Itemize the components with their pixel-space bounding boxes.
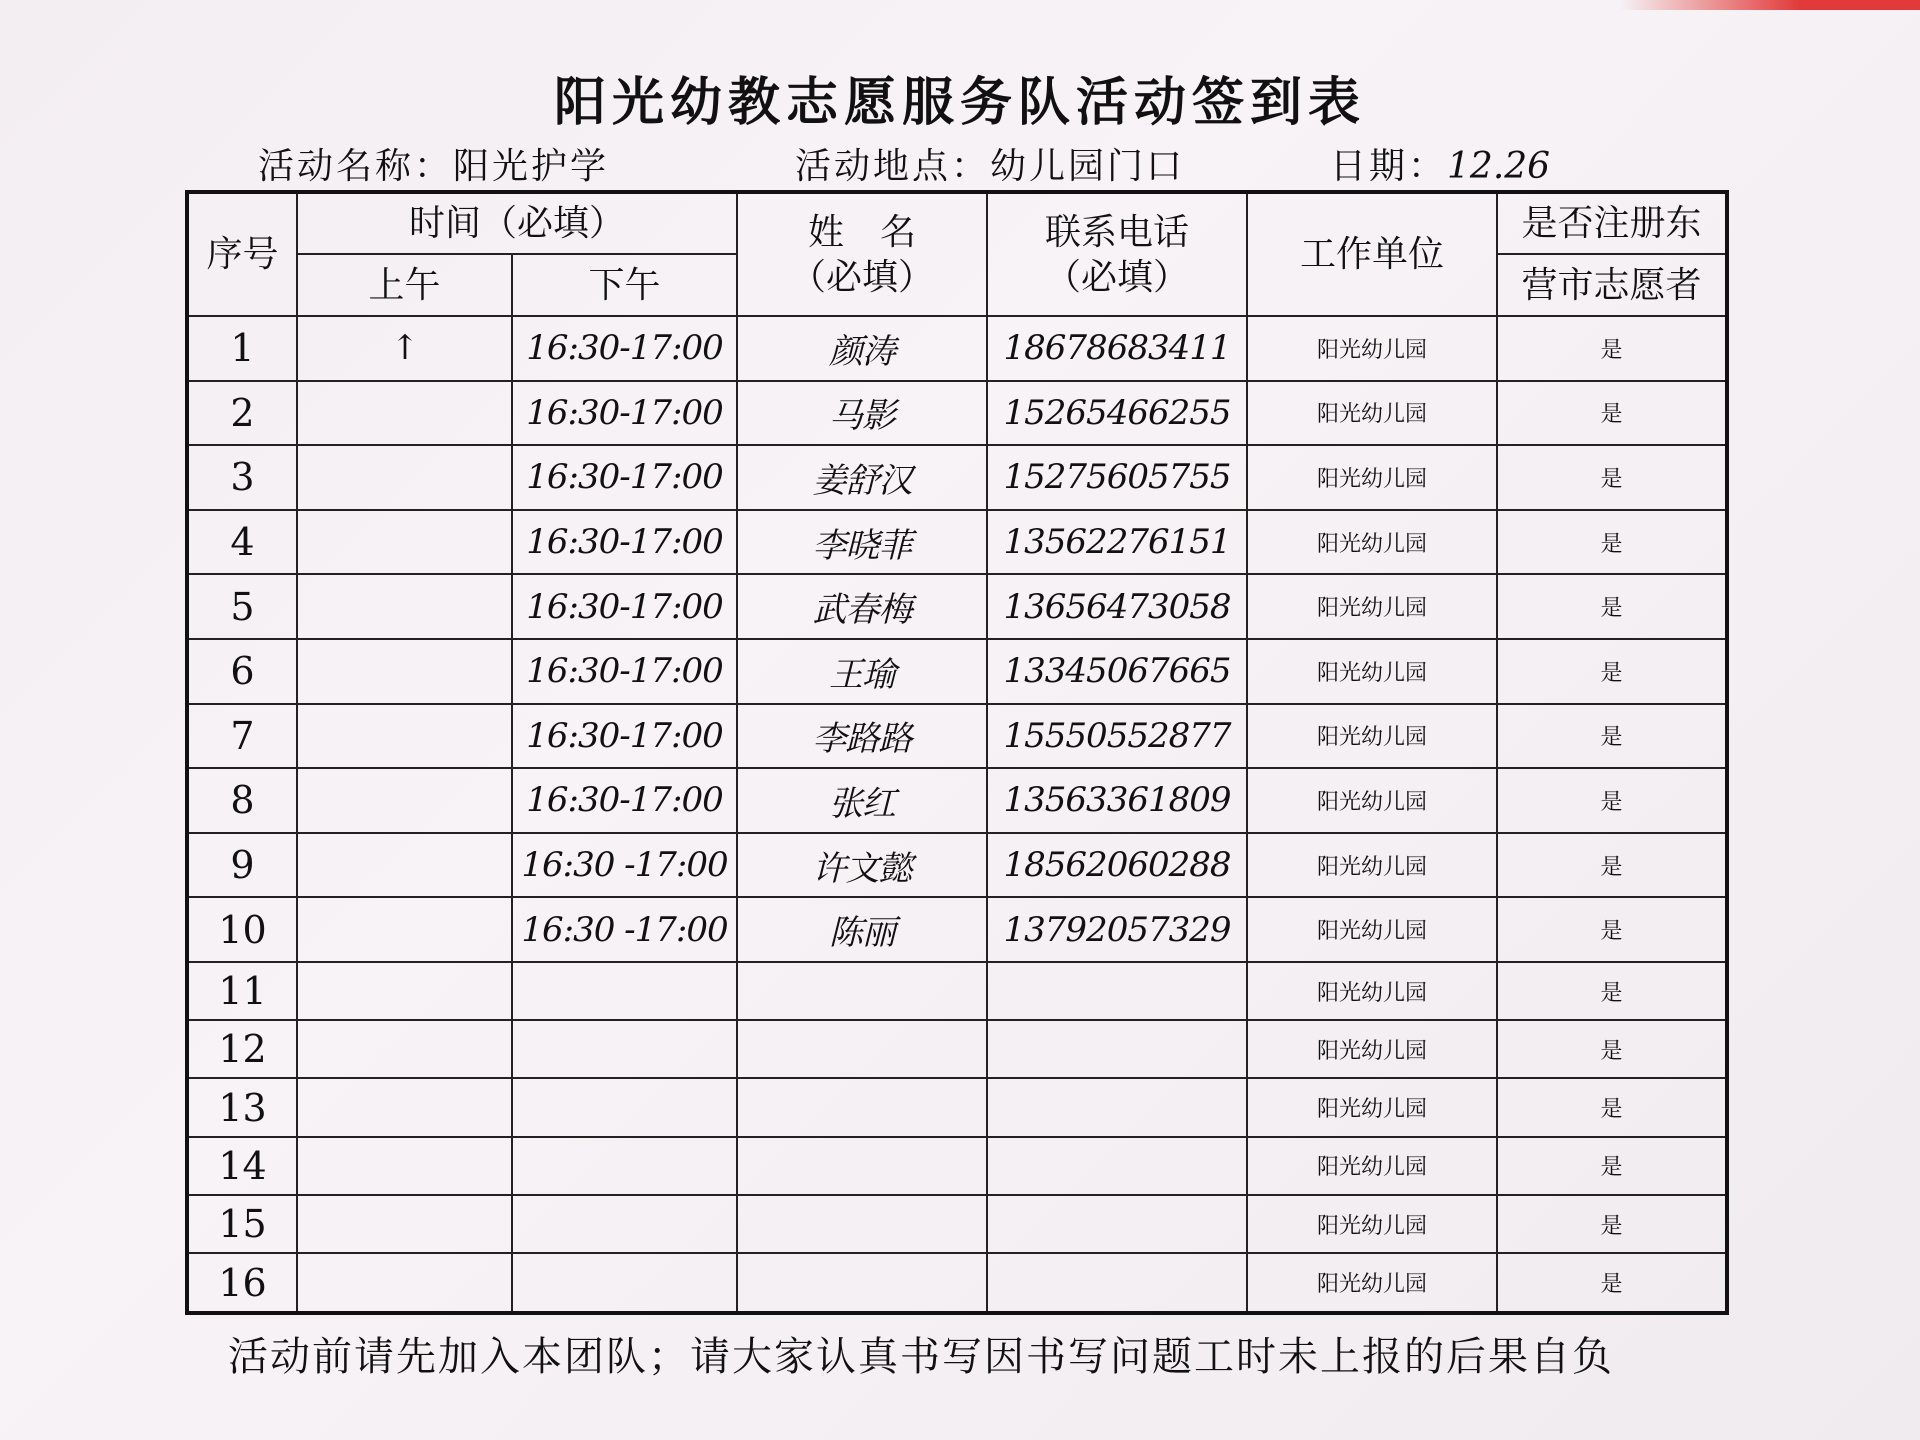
- name-cell: 武春梅: [737, 574, 987, 639]
- table-row: [187, 639, 1727, 704]
- date-value: 12.26: [1447, 146, 1551, 187]
- table-row: [187, 445, 1727, 510]
- row-number: 4: [187, 510, 297, 575]
- name-cell: 陈丽: [737, 897, 987, 962]
- header-time: 时间（必填）: [297, 192, 737, 254]
- work-unit-cell: 阳光幼儿园: [1247, 574, 1497, 639]
- pm-time-cell: [512, 1195, 737, 1253]
- table-row: [187, 833, 1727, 898]
- table-row: [187, 1195, 1727, 1253]
- registered-cell: 是: [1497, 574, 1727, 639]
- pm-time-cell: [512, 1137, 737, 1195]
- row-number: 2: [187, 381, 297, 446]
- name-cell: 李晓菲: [737, 510, 987, 575]
- phone-cell: 15550552877: [987, 704, 1247, 769]
- work-unit-cell: 阳光幼儿园: [1247, 962, 1497, 1020]
- activity-location: [795, 138, 1185, 189]
- phone-cell: [987, 1253, 1247, 1313]
- table-row: [187, 574, 1727, 639]
- red-corner-edge: [1620, 0, 1920, 10]
- registered-cell: 是: [1497, 1195, 1727, 1253]
- location-label: 活动地点：: [795, 146, 991, 187]
- registered-cell: 是: [1497, 510, 1727, 575]
- phone-cell: 18562060288: [987, 833, 1247, 898]
- work-unit-cell: 阳光幼儿园: [1247, 445, 1497, 510]
- pm-time-cell: 16:30 -17:00: [512, 897, 737, 962]
- activity-date: [1330, 138, 1550, 189]
- work-unit-cell: 阳光幼儿园: [1247, 381, 1497, 446]
- row-number: 7: [187, 704, 297, 769]
- pm-time-cell: 16:30-17:00: [512, 510, 737, 575]
- header-name: 姓 名 （必填）: [737, 192, 987, 316]
- table-body: [187, 316, 1727, 1313]
- row-number: 10: [187, 897, 297, 962]
- table-row: [187, 1020, 1727, 1078]
- row-number: 9: [187, 833, 297, 898]
- pm-time-cell: 16:30-17:00: [512, 381, 737, 446]
- pm-time-cell: [512, 1020, 737, 1078]
- am-time-cell: [297, 445, 512, 510]
- pm-time-cell: 16:30-17:00: [512, 704, 737, 769]
- name-cell: 张红: [737, 768, 987, 833]
- header-unit: 工作单位: [1247, 192, 1497, 316]
- name-cell: 颜涛: [737, 316, 987, 381]
- table-row: [187, 1078, 1727, 1136]
- am-time-cell: [297, 574, 512, 639]
- date-label: 日期：: [1330, 146, 1448, 187]
- work-unit-cell: 阳光幼儿园: [1247, 639, 1497, 704]
- am-time-cell: ↑: [297, 316, 512, 381]
- table-row: [187, 381, 1727, 446]
- am-time-cell: [297, 639, 512, 704]
- table-row: [187, 1253, 1727, 1313]
- name-cell: [737, 1137, 987, 1195]
- work-unit-cell: 阳光幼儿园: [1247, 833, 1497, 898]
- signin-table: [185, 190, 1729, 1315]
- row-number: 1: [187, 316, 297, 381]
- name-cell: [737, 1195, 987, 1253]
- registered-cell: 是: [1497, 704, 1727, 769]
- registered-cell: 是: [1497, 833, 1727, 898]
- phone-cell: [987, 962, 1247, 1020]
- footer-note: 活动前请先加入本团队；请大家认真书写因书写问题工时未上报的后果自负: [228, 1334, 1614, 1380]
- row-number: 8: [187, 768, 297, 833]
- pm-time-cell: 16:30-17:00: [512, 768, 737, 833]
- page-title: 阳光幼教志愿服务队活动签到表: [553, 73, 1366, 133]
- work-unit-cell: 阳光幼儿园: [1247, 704, 1497, 769]
- phone-cell: [987, 1195, 1247, 1253]
- row-number: 15: [187, 1195, 297, 1253]
- pm-time-cell: [512, 1253, 737, 1313]
- am-time-cell: [297, 1078, 512, 1136]
- phone-cell: 13345067665: [987, 639, 1247, 704]
- row-number: 13: [187, 1078, 297, 1136]
- header-phone: 联系电话 （必填）: [987, 192, 1247, 316]
- header-registered-bottom: 营市志愿者: [1497, 254, 1727, 316]
- work-unit-cell: 阳光幼儿园: [1247, 1078, 1497, 1136]
- am-time-cell: [297, 704, 512, 769]
- phone-cell: 15265466255: [987, 381, 1247, 446]
- am-time-cell: [297, 1253, 512, 1313]
- phone-cell: 13562276151: [987, 510, 1247, 575]
- registered-cell: 是: [1497, 962, 1727, 1020]
- registered-cell: 是: [1497, 381, 1727, 446]
- phone-cell: [987, 1137, 1247, 1195]
- name-cell: [737, 1253, 987, 1313]
- pm-time-cell: 16:30-17:00: [512, 574, 737, 639]
- work-unit-cell: 阳光幼儿园: [1247, 897, 1497, 962]
- registered-cell: 是: [1497, 1137, 1727, 1195]
- am-time-cell: [297, 1137, 512, 1195]
- work-unit-cell: 阳光幼儿园: [1247, 1137, 1497, 1195]
- signin-form: [185, 190, 1725, 1315]
- pm-time-cell: 16:30-17:00: [512, 639, 737, 704]
- name-cell: [737, 962, 987, 1020]
- work-unit-cell: 阳光幼儿园: [1247, 768, 1497, 833]
- am-time-cell: [297, 1195, 512, 1253]
- am-time-cell: [297, 1020, 512, 1078]
- work-unit-cell: 阳光幼儿园: [1247, 1253, 1497, 1313]
- registered-cell: 是: [1497, 316, 1727, 381]
- phone-cell: 13563361809: [987, 768, 1247, 833]
- name-cell: 李路路: [737, 704, 987, 769]
- table-row: [187, 510, 1727, 575]
- registered-cell: 是: [1497, 639, 1727, 704]
- pm-time-cell: 16:30-17:00: [512, 316, 737, 381]
- row-number: 5: [187, 574, 297, 639]
- phone-cell: [987, 1020, 1247, 1078]
- registered-cell: 是: [1497, 1078, 1727, 1136]
- activity-name-label: 活动名称：: [258, 146, 454, 187]
- registered-cell: 是: [1497, 1020, 1727, 1078]
- header-am: 上午: [297, 254, 512, 316]
- phone-cell: 13792057329: [987, 897, 1247, 962]
- row-number: 16: [187, 1253, 297, 1313]
- name-cell: 马影: [737, 381, 987, 446]
- am-time-cell: [297, 768, 512, 833]
- name-cell: 许文懿: [737, 833, 987, 898]
- phone-cell: 15275605755: [987, 445, 1247, 510]
- name-cell: [737, 1020, 987, 1078]
- table-row: [187, 1137, 1727, 1195]
- phone-cell: [987, 1078, 1247, 1136]
- name-cell: [737, 1078, 987, 1136]
- pm-time-cell: 16:30 -17:00: [512, 833, 737, 898]
- work-unit-cell: 阳光幼儿园: [1247, 1195, 1497, 1253]
- row-number: 12: [187, 1020, 297, 1078]
- work-unit-cell: 阳光幼儿园: [1247, 1020, 1497, 1078]
- table-row: [187, 768, 1727, 833]
- registered-cell: 是: [1497, 768, 1727, 833]
- row-number: 14: [187, 1137, 297, 1195]
- am-time-cell: [297, 897, 512, 962]
- work-unit-cell: 阳光幼儿园: [1247, 510, 1497, 575]
- header-pm: 下午: [512, 254, 737, 316]
- registered-cell: 是: [1497, 1253, 1727, 1313]
- phone-cell: 13656473058: [987, 574, 1247, 639]
- table-row: [187, 316, 1727, 381]
- phone-cell: 18678683411: [987, 316, 1247, 381]
- table-row: [187, 962, 1727, 1020]
- am-time-cell: [297, 962, 512, 1020]
- name-cell: 王瑜: [737, 639, 987, 704]
- am-time-cell: [297, 510, 512, 575]
- registered-cell: 是: [1497, 897, 1727, 962]
- row-number: 6: [187, 639, 297, 704]
- table-row: [187, 897, 1727, 962]
- activity-name: [258, 138, 609, 189]
- name-cell: 姜舒汉: [737, 445, 987, 510]
- pm-time-cell: 16:30-17:00: [512, 445, 737, 510]
- row-number: 11: [187, 962, 297, 1020]
- header-registered-top: 是否注册东: [1497, 192, 1727, 254]
- am-time-cell: [297, 381, 512, 446]
- activity-name-value: 阳光护学: [453, 146, 610, 187]
- pm-time-cell: [512, 962, 737, 1020]
- location-value: 幼儿园门口: [990, 146, 1186, 187]
- header-seq: 序号: [187, 192, 297, 316]
- table-row: [187, 704, 1727, 769]
- pm-time-cell: [512, 1078, 737, 1136]
- row-number: 3: [187, 445, 297, 510]
- registered-cell: 是: [1497, 445, 1727, 510]
- am-time-cell: [297, 833, 512, 898]
- work-unit-cell: 阳光幼儿园: [1247, 316, 1497, 381]
